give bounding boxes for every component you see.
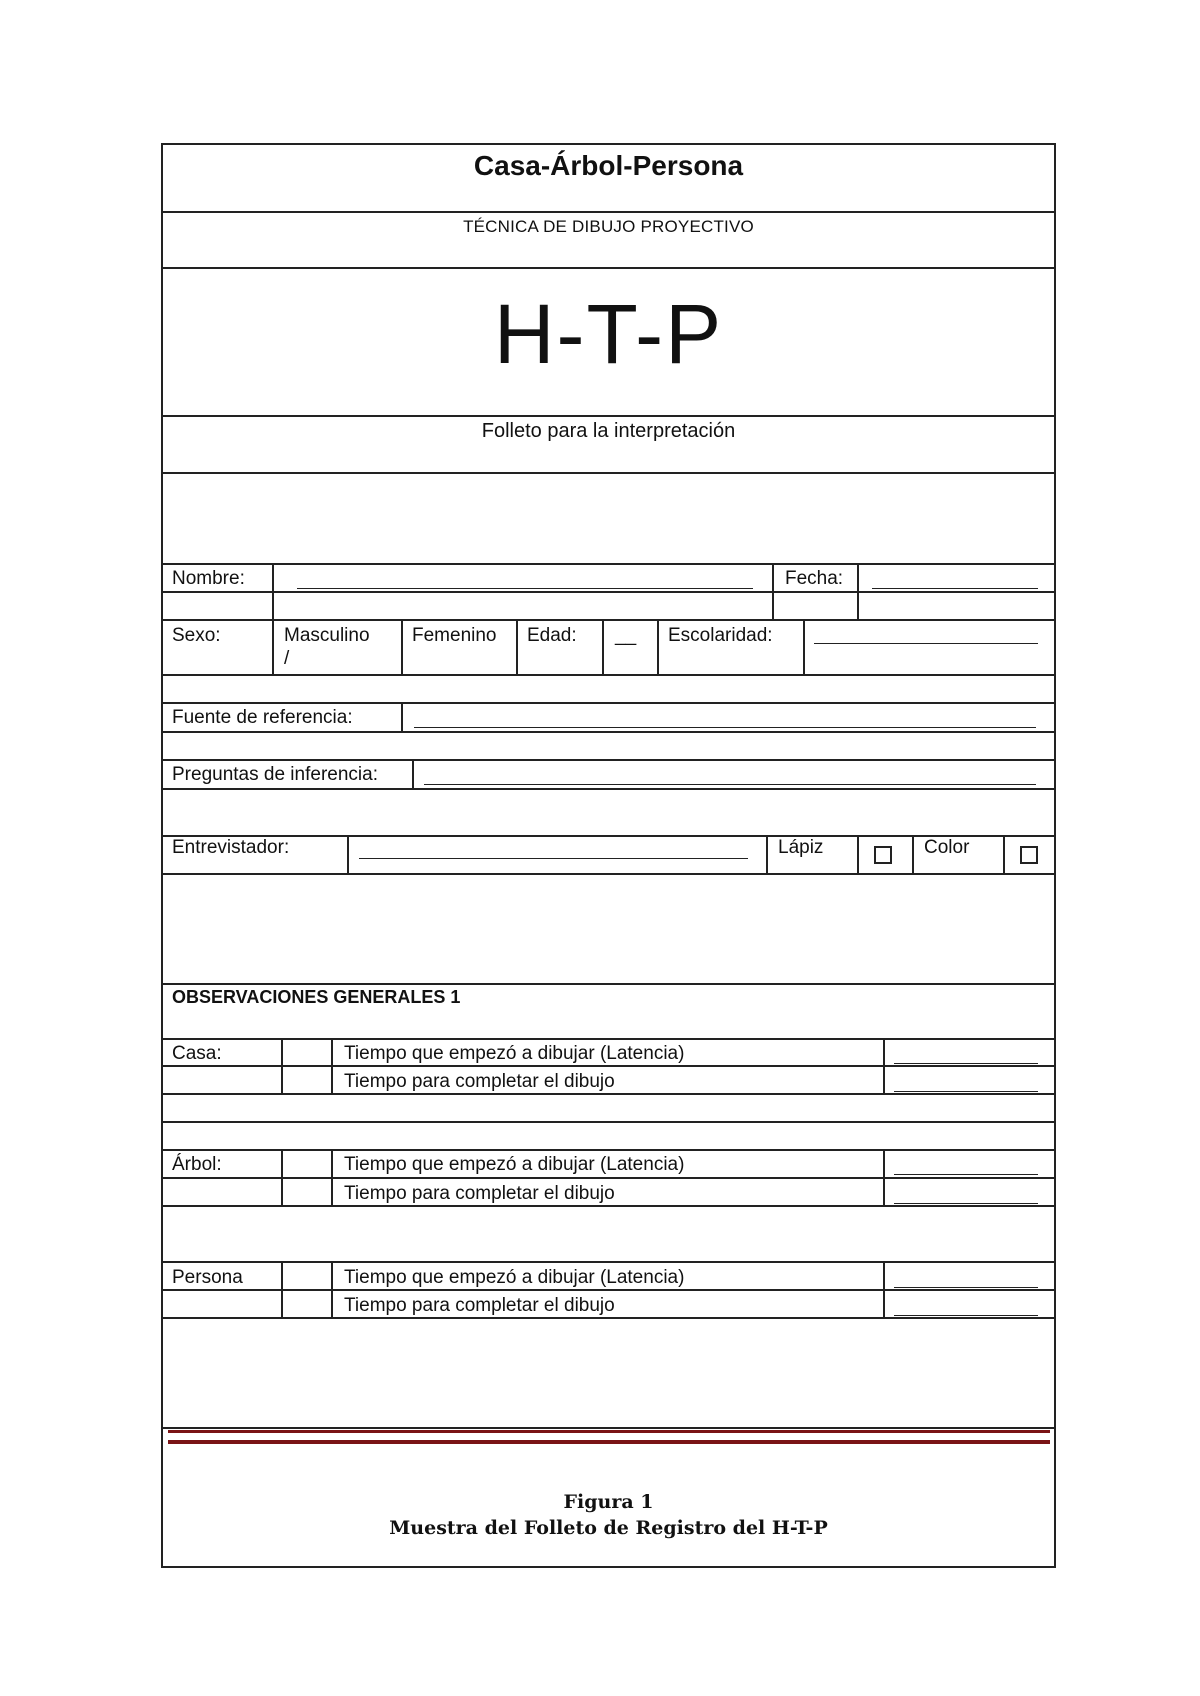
latency-label: Tiempo que empezó a dibujar (Latencia) [344,1154,685,1175]
column-divider [412,759,414,788]
form-subtitle: TÉCNICA DE DIBUJO PROYECTIVO [463,217,754,236]
name-label: Nombre: [172,568,245,589]
column-divider [602,619,604,674]
divider [161,983,1056,985]
tree-latency-field[interactable] [894,1174,1038,1175]
latency-label: Tiempo que empezó a dibujar (Latencia) [344,1043,685,1064]
color-checkbox[interactable] [1020,846,1038,864]
divider [161,1205,1056,1207]
latency-label: Tiempo que empezó a dibujar (Latencia) [344,1267,685,1288]
figure-caption-text: Muestra del Folleto de Registro del H-T-P [389,1517,828,1539]
interviewer-field[interactable] [359,858,748,859]
column-divider [281,1261,283,1317]
completion-label: Tiempo para completar el dibujo [344,1183,615,1204]
divider [161,1261,1056,1263]
column-divider [401,702,403,731]
pencil-label: Lápiz [778,837,824,858]
color-label: Color [924,837,970,858]
divider [161,674,1056,676]
interviewer-label: Entrevistador: [172,837,290,858]
column-divider [272,619,274,674]
divider [161,415,1056,417]
divider [161,1038,1056,1040]
section-label-house: Casa: [172,1043,222,1064]
column-divider [331,1261,333,1317]
column-divider [883,1149,885,1205]
person-completion-field[interactable] [894,1315,1038,1316]
divider [161,759,1056,761]
inference-label: Preguntas de inferencia: [172,764,378,785]
column-divider [766,835,768,873]
divider [161,619,1056,621]
divider [161,1177,1056,1179]
divider [161,267,1056,269]
divider [161,1121,1056,1123]
column-divider [803,619,805,674]
tree-completion-field[interactable] [894,1203,1038,1204]
column-divider [401,619,403,674]
divider [161,702,1056,704]
column-divider [1003,835,1005,873]
divider [161,1065,1056,1067]
column-divider [857,835,859,873]
completion-label: Tiempo para completar el dibujo [344,1071,615,1092]
column-divider [281,1149,283,1205]
sex-label: Sexo: [172,625,221,646]
column-divider [772,563,774,619]
figure-caption-number: Figura 1 [563,1491,654,1513]
pencil-checkbox[interactable] [874,846,892,864]
section-label-person: Persona [172,1267,243,1288]
divider [161,873,1056,875]
inference-field[interactable] [424,784,1036,785]
source-field[interactable] [414,727,1036,728]
date-field[interactable] [872,588,1038,589]
divider [161,591,1056,593]
divider [161,472,1056,474]
column-divider [331,1149,333,1205]
divider [161,211,1056,213]
divider [161,1289,1056,1291]
divider [161,563,1056,565]
column-divider [347,835,349,873]
schooling-field[interactable] [814,643,1038,644]
column-divider [331,1038,333,1093]
name-field[interactable] [297,588,753,589]
divider [161,835,1056,837]
house-completion-field[interactable] [894,1091,1038,1092]
source-label: Fuente de referencia: [172,707,353,728]
date-label: Fecha: [785,568,844,589]
decorative-rule [168,1440,1050,1444]
form-title: Casa-Árbol-Persona [473,150,744,181]
house-latency-field[interactable] [894,1063,1038,1064]
acronym-heading: H-T-P [493,287,724,381]
divider [161,788,1056,790]
column-divider [857,563,859,619]
column-divider [272,563,274,619]
section-label-tree: Árbol: [172,1154,222,1175]
male-mark: / [284,648,290,669]
completion-label: Tiempo para completar el dibujo [344,1295,615,1316]
schooling-label: Escolaridad: [668,625,773,646]
column-divider [281,1038,283,1093]
divider [161,1317,1056,1319]
sex-option-female[interactable]: Femenino [412,625,497,646]
observations-heading: OBSERVACIONES GENERALES 1 [172,987,461,1007]
divider [161,731,1056,733]
divider [161,1093,1056,1095]
column-divider [883,1038,885,1093]
sex-option-male[interactable]: Masculino [284,625,370,646]
person-latency-field[interactable] [894,1287,1038,1288]
column-divider [516,619,518,674]
divider [161,1149,1056,1151]
decorative-rule [168,1430,1050,1433]
column-divider [657,619,659,674]
booklet-title: Folleto para la interpretación [481,420,736,442]
age-field[interactable]: __ [615,625,637,646]
age-label: Edad: [527,625,577,646]
divider [161,1427,1056,1429]
column-divider [912,835,914,873]
column-divider [883,1261,885,1317]
